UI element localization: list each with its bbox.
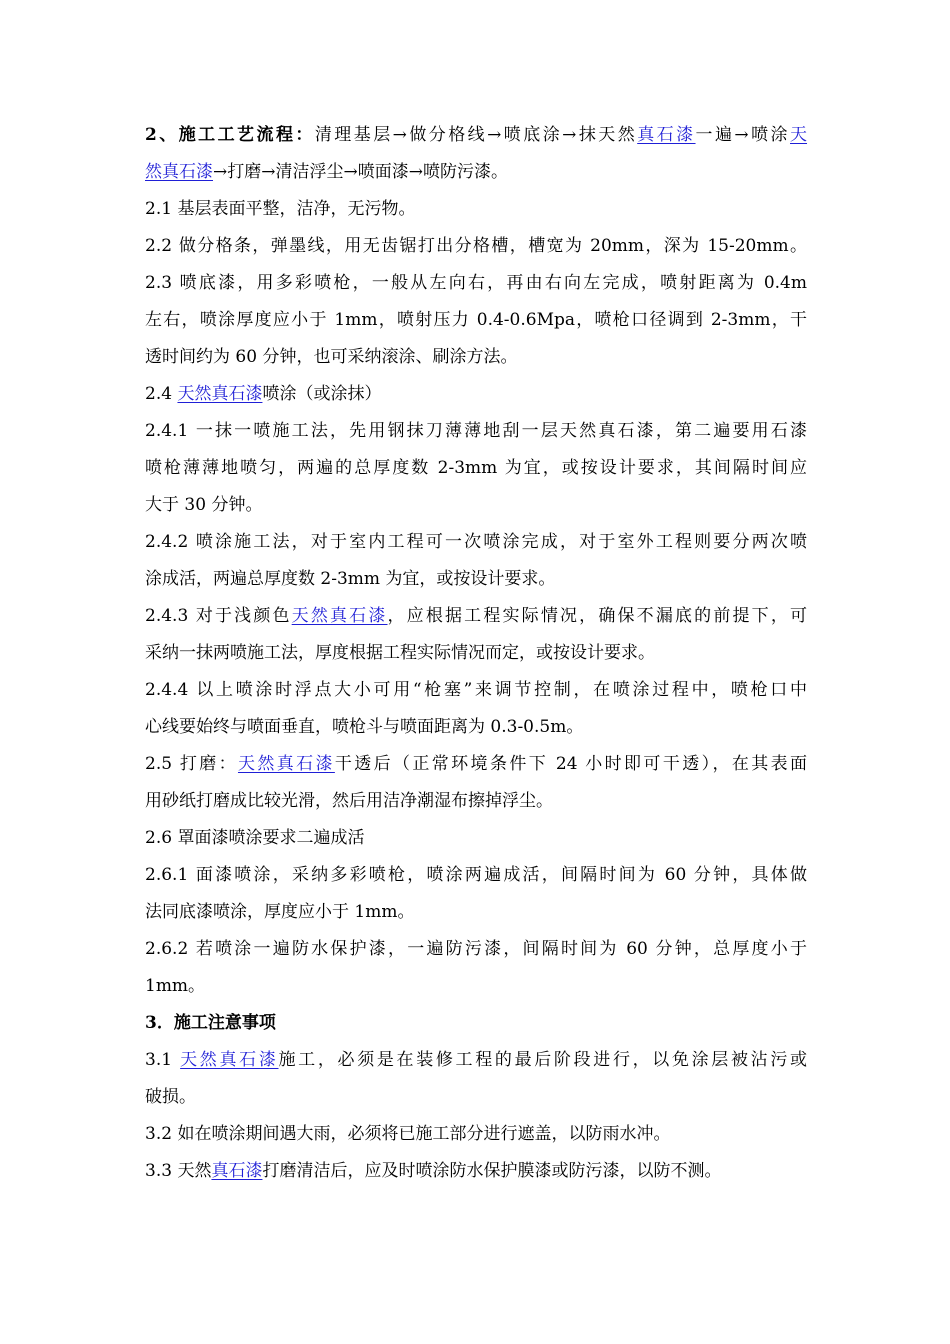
section-heading: 3．施工注意事项 [145,1013,276,1033]
text-line: 大于 30 分钟。 [145,495,263,515]
text-line [145,117,807,154]
text-line [145,1153,807,1190]
text-run: 清理基层→做分格线→喷底涂→抹天然 [314,125,638,145]
text-line: 2.3 喷底漆，用多彩喷枪，一般从左向右，再由右向左完成，喷射距离为 0.4m [145,273,807,293]
text-line [145,746,807,783]
stone-paint-link[interactable]: 真石漆 [211,1161,263,1181]
stone-paint-link[interactable]: 真石漆 [637,125,696,145]
text-line: 心线要始终与喷面垂直，喷枪斗与喷面距离为 0.3-0.5m。 [145,717,584,737]
text-line: 2.6 罩面漆喷涂要求二遍成活 [145,828,365,848]
stone-paint-link[interactable]: 天然真石漆 [237,754,335,774]
text-line: 2.4.4 以上喷涂时浮点大小可用“枪塞”来调节控制，在喷涂过程中，喷枪口中 [145,680,807,700]
stone-paint-link[interactable]: 天然真石漆 [291,606,388,626]
text-line [145,1042,807,1079]
text-line: 透时间约为 60 分钟，也可采纳滚涂、刷涂方法。 [145,347,518,367]
stone-paint-link[interactable]: 天然真石漆 [180,1050,279,1070]
text-line: 2.4.1 一抹一喷施工法，先用钢抹刀薄薄地刮一层天然真石漆，第二遍要用石漆 [145,421,807,441]
text-line [145,154,807,191]
text-run: 喷涂（或涂抹） [262,384,382,404]
text-run: 打磨清洁后，应及时喷涂防水保护膜漆或防污漆，以防不测。 [262,1161,722,1181]
text-run: ，应根据工程实际情况，确保不漏底的前提下，可 [387,606,808,626]
text-line [145,376,807,413]
text-line: 左右，喷涂厚度应小于 1mm，喷射压力 0.4-0.6Mpa，喷枪口径调到 2-3mm，干 [145,310,807,330]
document-body [145,117,807,1190]
text-line [145,598,807,635]
text-line: 2.6.2 若喷涂一遍防水保护漆，一遍防污漆，间隔时间为 60 分钟，总厚度小于 [145,939,807,959]
text-run: 3.1 [145,1050,181,1070]
text-run: 2.5 打磨： [145,754,238,774]
text-line: 1mm。 [145,976,206,996]
text-line: 采纳一抹两喷施工法，厚度根据工程实际情况而定，或按设计要求。 [145,643,655,663]
text-line: 法同底漆喷涂，厚度应小于 1mm。 [145,902,415,922]
text-run: 干透后（正常环境条件下 24 小时即可干透），在其表面 [334,754,807,774]
text-line: 3.2 如在喷涂期间遇大雨，必须将已施工部分进行遮盖，以防雨水冲。 [145,1124,671,1144]
text-run: 2.4.3 对于浅颜色 [145,606,292,626]
text-run: →打磨→清洁浮尘→喷面漆→喷防污漆。 [213,162,508,182]
stone-paint-link[interactable]: 天然真石漆 [177,384,263,404]
text-run: 2.4 [145,384,178,404]
text-line: 喷枪薄薄地喷匀，两遍的总厚度数 2-3mm 为宜，或按设计要求，其间隔时间应 [145,458,807,478]
stone-paint-link[interactable]: 天 [790,125,808,145]
text-line: 用砂纸打磨成比较光滑，然后用洁净潮湿布擦掉浮尘。 [145,791,553,811]
text-run: 施工，必须是在装修工程的最后阶段进行，以免涂层被沾污或 [278,1050,808,1070]
text-line: 2.4.2 喷涂施工法，对于室内工程可一次喷涂完成，对于室外工程则要分两次喷 [145,532,807,552]
text-line: 涂成活，两遍总厚度数 2-3mm 为宜，或按设计要求。 [145,569,556,589]
text-line: 2.1 基层表面平整，洁净，无污物。 [145,199,416,219]
text-run: 一遍→喷涂 [695,125,791,145]
text-line: 2.2 做分格条，弹墨线，用无齿锯打出分格槽，槽宽为 20mm，深为 15-20mm。 [145,236,807,256]
text-line: 破损。 [145,1087,196,1107]
text-run: 3.3 天然 [145,1161,212,1181]
text-line: 2.6.1 面漆喷涂，采纳多彩喷枪，喷涂两遍成活，间隔时间为 60 分钟，具体做 [145,865,807,885]
section-heading: 2、施工工艺流程： [145,125,315,145]
stone-paint-link[interactable]: 然真石漆 [145,162,213,182]
